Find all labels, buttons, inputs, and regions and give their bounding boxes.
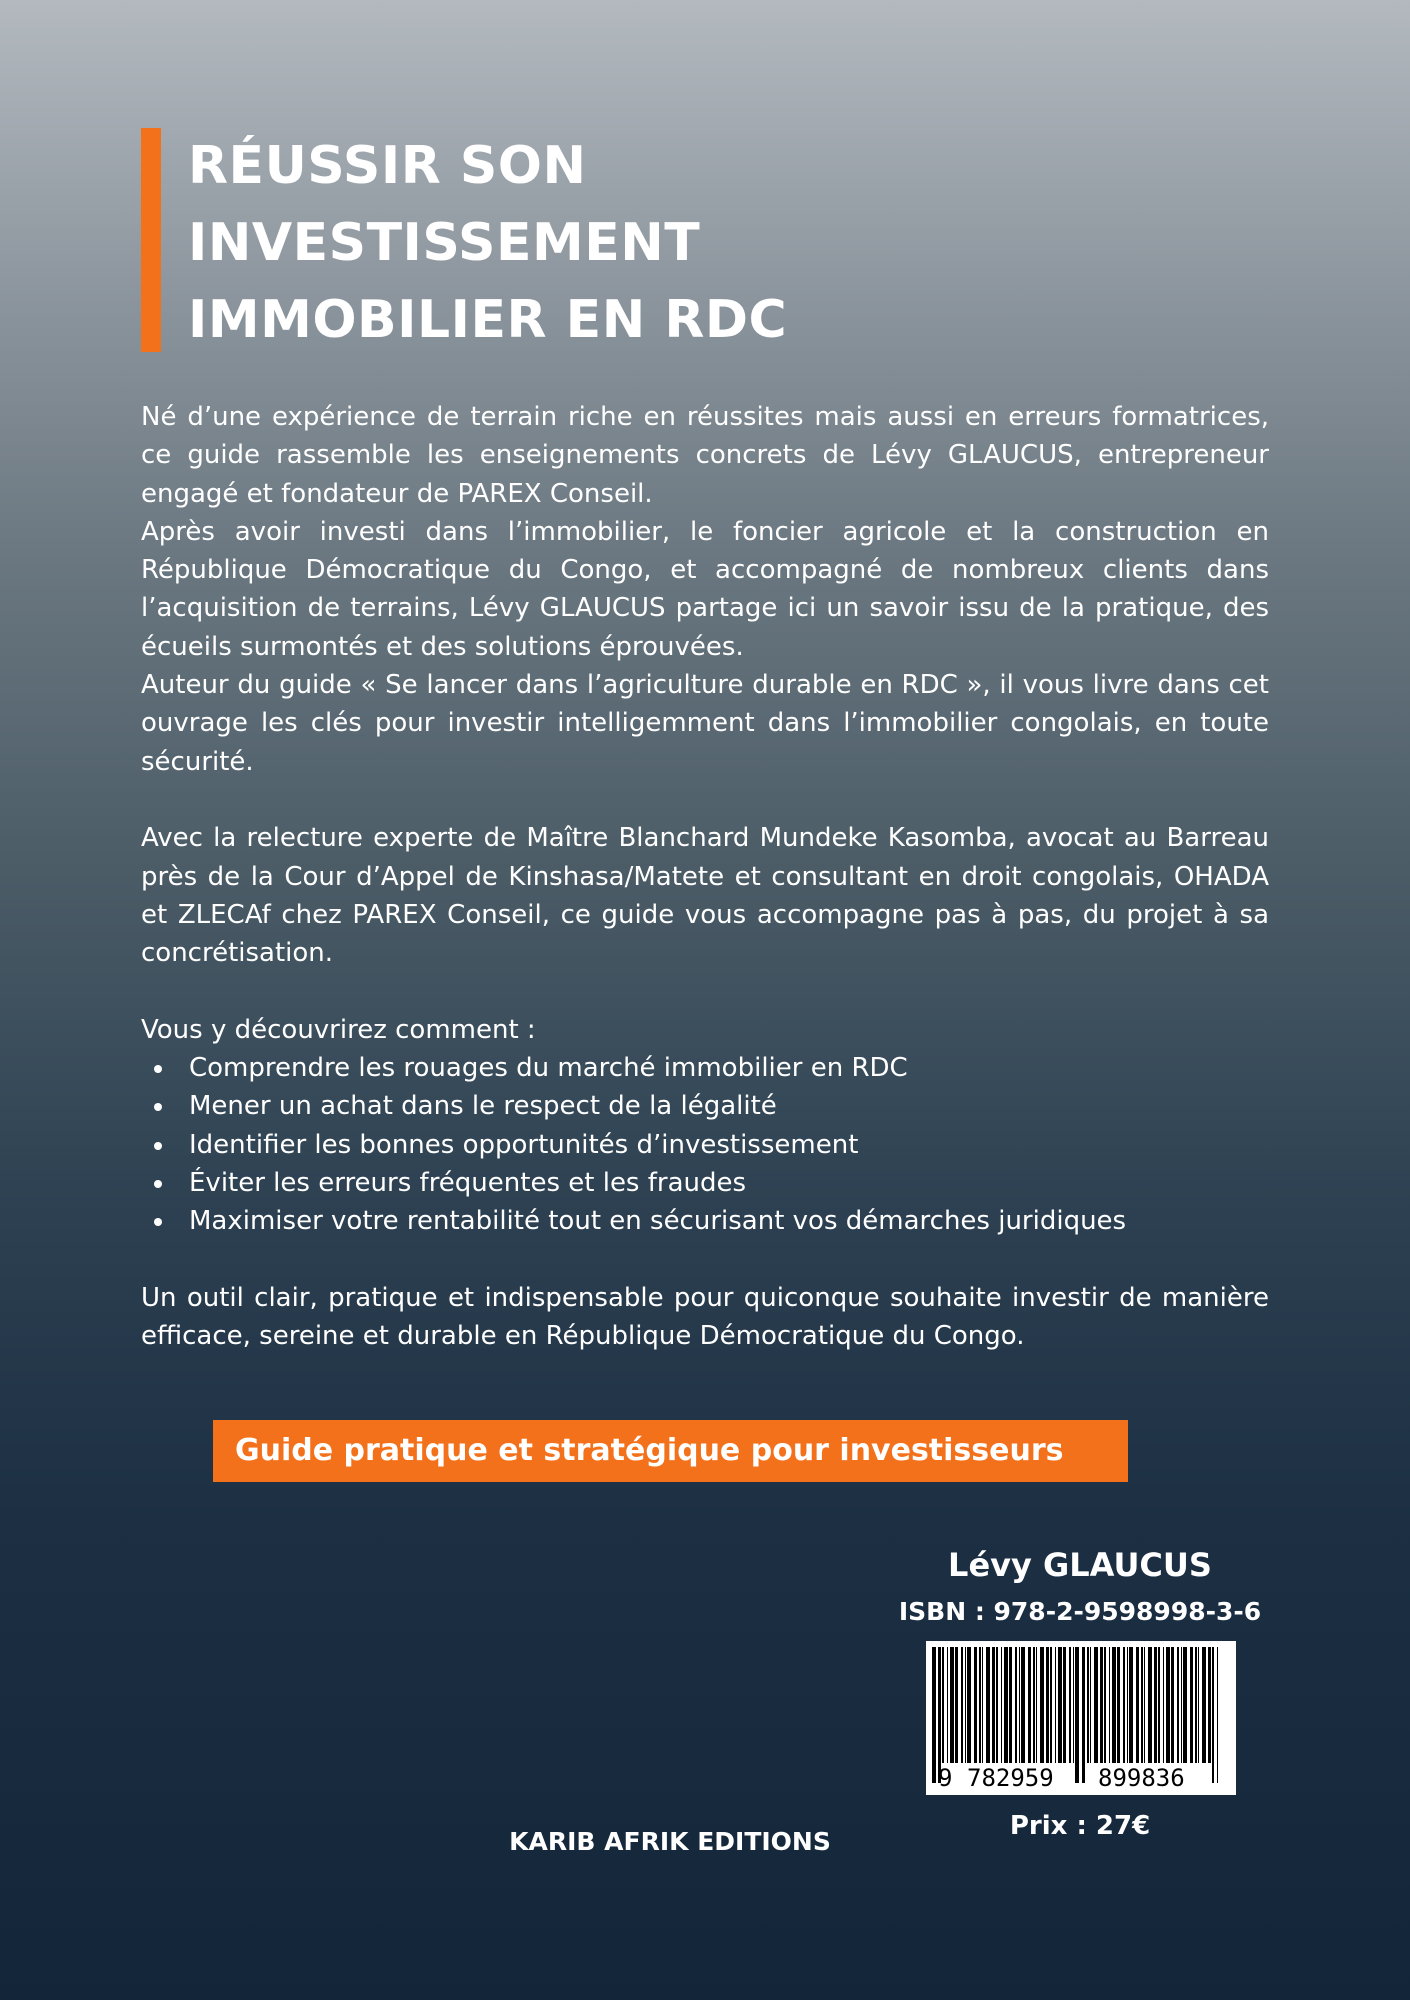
barcode-bar <box>1148 1647 1152 1763</box>
barcode-bar <box>982 1647 983 1763</box>
barcode-bar <box>1019 1647 1020 1763</box>
barcode-bar <box>996 1647 998 1763</box>
barcode-bar <box>1217 1647 1218 1783</box>
barcode-bar <box>1181 1647 1182 1763</box>
price: Prix : 27€ <box>1009 1811 1151 1841</box>
barcode-bar <box>1190 1647 1193 1763</box>
barcode-bar <box>974 1647 977 1763</box>
list-item-text: Identifier les bonnes opportunités d’investissement <box>189 1129 859 1160</box>
barcode-bar <box>1058 1647 1062 1763</box>
barcode-bar <box>1208 1647 1211 1763</box>
barcode-bar <box>1021 1647 1025 1763</box>
book-title <box>188 128 787 359</box>
barcode-bar <box>1055 1647 1056 1763</box>
bullet-icon <box>154 1218 162 1226</box>
barcode-bar <box>1015 1647 1017 1763</box>
list-item <box>141 1087 1269 1125</box>
barcode-bar <box>1046 1647 1049 1763</box>
barcode-digits-left: 782959 <box>967 1764 1054 1792</box>
barcode-bar <box>1112 1647 1116 1763</box>
bullet-icon <box>154 1065 162 1073</box>
list-item <box>141 1164 1269 1202</box>
barcode-bar <box>932 1647 936 1783</box>
barcode-bar <box>961 1647 963 1763</box>
tagline-banner <box>213 1420 1128 1482</box>
list-item-text: Comprendre les rouages du marché immobilier en RDC <box>189 1053 908 1084</box>
bullet-icon <box>154 1180 162 1188</box>
barcode-bar <box>1001 1647 1002 1763</box>
barcode-bar <box>1183 1647 1187 1763</box>
barcode-bar <box>1195 1647 1197 1763</box>
barcode-bar <box>938 1647 941 1783</box>
barcode-bar <box>1004 1647 1008 1763</box>
barcode-bar <box>967 1647 971 1763</box>
list-item-text: Éviter les erreurs fréquentes et les fraudes <box>189 1167 747 1198</box>
barcode-bar <box>1141 1647 1143 1763</box>
barcode-bar <box>1158 1647 1160 1763</box>
barcode-bar <box>1202 1647 1206 1763</box>
barcode-bar <box>1075 1647 1079 1783</box>
barcode-bar <box>1117 1647 1120 1763</box>
barcode-bar <box>1198 1647 1199 1763</box>
barcode-bar <box>1136 1647 1139 1763</box>
experience-paragraph: Après avoir investi dans l’immobilier, le foncier agricole et la construction en République Démocratique du Congo, et accompagné de nombreux clients dans l’acquisition de terrains, Lévy GLAUCUS partage ici un savoir issu de la pratique, des écueils surmontés et des solutions éprouvées. <box>141 516 1269 662</box>
barcode-bar <box>1109 1647 1110 1763</box>
paragraph-gap <box>141 1241 1269 1279</box>
paragraph-gap <box>141 781 1269 819</box>
author-name: Lévy GLAUCUS <box>948 1546 1212 1584</box>
barcode-bar <box>942 1647 944 1763</box>
barcode-bar <box>1166 1647 1170 1763</box>
barcode-bar <box>1094 1647 1098 1763</box>
title-line-2: INVESTISSEMENT <box>188 213 701 273</box>
barcode-bar <box>979 1647 981 1763</box>
barcode-bar <box>1028 1647 1031 1763</box>
barcode-bar <box>1009 1647 1012 1763</box>
barcode-bar <box>1050 1647 1052 1763</box>
barcode-digits-right: 899836 <box>1098 1764 1185 1792</box>
barcode-bar <box>1127 1647 1128 1763</box>
barcode-bar <box>992 1647 995 1763</box>
back-cover-text <box>141 398 1269 1355</box>
barcode-bar <box>986 1647 990 1763</box>
review-paragraph: Avec la relecture experte de Maître Blanchard Mundeke Kasomba, avocat au Barreau près de la Cour d’Appel de Kinshasa/Matete et consultant en droit congolais, OHADA et ZLECAf chez PAREX Conseil, ce guide vous accompagne pas à pas, du projet à sa concrétisation. <box>141 823 1269 969</box>
bullet-icon <box>154 1142 162 1150</box>
author-works-paragraph: Auteur du guide « Se lancer dans l’agriculture durable en RDC », il vous livre dans cet ouvrage les clés pour investir intelligemment dans l’immobilier congolais, en toute sécurité. <box>141 670 1269 777</box>
barcode-bar <box>1177 1647 1179 1763</box>
barcode-bar <box>1123 1647 1125 1763</box>
isbn-number: ISBN : 978-2-9598998-3-6 <box>898 1597 1262 1626</box>
barcode-bar <box>1087 1647 1089 1763</box>
barcode-graphic <box>926 1641 1236 1795</box>
barcode <box>926 1641 1236 1795</box>
barcode-bar <box>1171 1647 1174 1763</box>
title-accent-bar <box>141 128 161 352</box>
list-item <box>141 1126 1269 1164</box>
barcode-bar <box>947 1647 948 1763</box>
list-item <box>141 1202 1269 1240</box>
list-intro: Vous y découvrirez comment : <box>141 1014 536 1045</box>
barcode-bar <box>1154 1647 1157 1763</box>
title-line-3: IMMOBILIER EN RDC <box>188 290 788 350</box>
list-item <box>141 1049 1269 1087</box>
intro-paragraph: Né d’une expérience de terrain riche en réussites mais aussi en erreurs formatrices, ce guide rassemble les enseignements concrets de Lévy GLAUCUS, entrepreneur engagé et fondateur de PAREX Conseil. <box>141 402 1269 509</box>
barcode-bar <box>1090 1647 1091 1763</box>
barcode-bar <box>1104 1647 1106 1763</box>
barcode-bar <box>1129 1647 1133 1763</box>
paragraph-gap <box>141 972 1269 1010</box>
list-item-text: Mener un achat dans le respect de la légalité <box>189 1091 777 1122</box>
barcode-bar <box>1036 1647 1037 1763</box>
barcode-bar <box>1073 1647 1074 1763</box>
barcode-bar <box>1063 1647 1066 1763</box>
barcode-bar <box>950 1647 954 1763</box>
barcode-bar <box>1100 1647 1103 1763</box>
barcode-bar <box>1212 1647 1214 1783</box>
barcode-bar <box>1082 1647 1085 1783</box>
title-line-1: RÉUSSIR SON <box>188 136 587 196</box>
barcode-bar <box>1144 1647 1145 1763</box>
barcode-bar <box>1069 1647 1071 1763</box>
title-block <box>141 128 1041 352</box>
barcode-bar <box>965 1647 966 1763</box>
barcode-lead-digit: 9 <box>938 1764 953 1792</box>
barcode-bar <box>1040 1647 1044 1763</box>
barcode-bars <box>932 1647 1218 1783</box>
tagline-text: Guide pratique et stratégique pour investisseurs <box>235 1433 1064 1468</box>
publisher-name: KARIB AFRIK EDITIONS <box>509 1827 831 1856</box>
barcode-bar <box>1033 1647 1035 1763</box>
barcode-bar <box>955 1647 958 1763</box>
barcode-bar <box>1163 1647 1164 1763</box>
closing-paragraph: Un outil clair, pratique et indispensable pour quiconque souhaite investir de manière efficace, sereine et durable en République Démocratique du Congo. <box>141 1282 1269 1352</box>
list-item-text: Maximiser votre rentabilité tout en sécurisant vos démarches juridiques <box>189 1206 1127 1237</box>
bullet-icon <box>154 1103 162 1111</box>
benefits-list <box>141 1049 1269 1240</box>
